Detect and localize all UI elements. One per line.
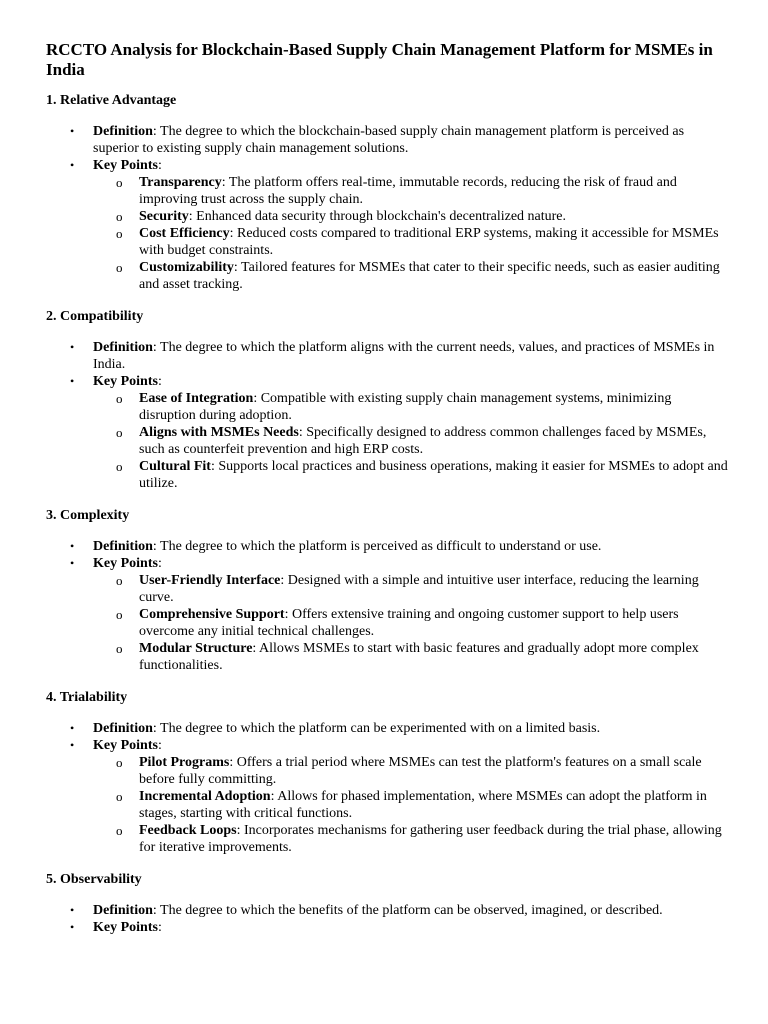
label-colon: :	[157, 158, 162, 173]
sub-bullet-marker: o	[116, 226, 123, 241]
key-point-term: Aligns with MSMEs Needs	[139, 425, 299, 440]
key-points-item	[70, 919, 728, 936]
bullet-list	[46, 720, 728, 856]
definition-item	[70, 123, 728, 157]
sub-bullet-marker: o	[116, 209, 123, 224]
definition-item	[70, 720, 728, 737]
key-point-item	[116, 788, 728, 822]
label-colon: :	[152, 124, 157, 139]
key-point-text: Compatible with existing supply chain management systems, minimizing disruption during adoption.	[139, 391, 672, 423]
sections-container	[46, 92, 728, 936]
key-point-item	[116, 225, 728, 259]
section-heading: 4. Trialability	[46, 690, 128, 705]
key-point-item	[116, 390, 728, 424]
key-points-item	[70, 157, 728, 293]
label-colon: :	[210, 459, 215, 474]
key-point-term: Incremental Adoption	[139, 789, 271, 804]
section-heading: 3. Complexity	[46, 508, 130, 523]
section	[46, 92, 728, 293]
key-points-label: Key Points	[93, 374, 158, 389]
key-point-term: Customizability	[139, 260, 234, 275]
key-point-item	[116, 606, 728, 640]
section	[46, 871, 728, 936]
key-point-item	[116, 754, 728, 788]
label-colon: :	[229, 755, 234, 770]
key-point-item	[116, 174, 728, 208]
bullet-marker: •	[70, 539, 75, 553]
definition-text: The degree to which the platform can be experimented with on a limited basis.	[160, 721, 601, 736]
section	[46, 308, 728, 492]
bullet-marker: •	[70, 903, 75, 917]
definition-label: Definition	[93, 124, 153, 139]
label-colon: :	[152, 903, 157, 918]
label-colon: :	[152, 539, 157, 554]
bullet-marker: •	[70, 738, 75, 752]
key-point-item	[116, 458, 728, 492]
section	[46, 507, 728, 674]
sub-bullet-marker: o	[116, 823, 123, 838]
bullet-list	[46, 902, 728, 936]
key-point-text: Allows MSMEs to start with basic features and gradually adopt more complex functionalities.	[139, 641, 699, 673]
sub-bullet-marker: o	[116, 391, 123, 406]
key-point-text: Allows for phased implementation, where MSMEs can adopt the platform in stages, starting with critical functions.	[139, 789, 707, 821]
sub-bullet-marker: o	[116, 789, 123, 804]
key-point-text: Tailored features for MSMEs that cater to their specific needs, such as easier auditing and asset tracking.	[139, 260, 720, 292]
definition-text: The degree to which the blockchain-based supply chain management platform is perceived as superior to existing supply chain management solutions.	[93, 124, 685, 156]
sub-bullet-marker: o	[116, 607, 123, 622]
key-points-item	[70, 737, 728, 856]
section-heading: 1. Relative Advantage	[46, 93, 177, 108]
bullet-list	[46, 339, 728, 492]
key-points-list	[93, 174, 728, 293]
key-point-text: Supports local practices and business operations, making it easier for MSMEs to adopt and utilize.	[139, 459, 728, 491]
label-colon: :	[221, 175, 226, 190]
key-point-item	[116, 259, 728, 293]
key-point-text: Offers extensive training and ongoing customer support to help users overcome any initial technical challenges.	[139, 607, 679, 639]
label-colon: :	[157, 374, 162, 389]
key-point-term: Feedback Loops	[139, 823, 237, 838]
definition-item	[70, 339, 728, 373]
key-point-item	[116, 822, 728, 856]
key-point-term: Cultural Fit	[139, 459, 211, 474]
sub-bullet-marker: o	[116, 573, 123, 588]
section-heading: 5. Observability	[46, 872, 142, 887]
key-points-label: Key Points	[93, 556, 158, 571]
key-point-term: Pilot Programs	[139, 755, 230, 770]
key-point-item	[116, 640, 728, 674]
key-points-item	[70, 373, 728, 492]
label-colon: :	[229, 226, 234, 241]
label-colon: :	[270, 789, 275, 804]
bullet-marker: •	[70, 374, 75, 388]
definition-label: Definition	[93, 539, 153, 554]
bullet-list	[46, 538, 728, 674]
section-heading: 2. Compatibility	[46, 309, 144, 324]
definition-item	[70, 538, 728, 555]
sub-bullet-marker: o	[116, 459, 123, 474]
definition-label: Definition	[93, 903, 153, 918]
label-colon: :	[157, 556, 162, 571]
sub-bullet-marker: o	[116, 755, 123, 770]
key-point-text: Enhanced data security through blockchain's decentralized nature.	[196, 209, 567, 224]
definition-text: The degree to which the benefits of the platform can be observed, imagined, or described.	[160, 903, 663, 918]
key-points-item	[70, 555, 728, 674]
definition-text: The degree to which the platform aligns with the current needs, values, and practices of MSMEs in India.	[93, 340, 715, 372]
key-point-text: Offers a trial period where MSMEs can test the platform's features on a small scale before fully committing.	[139, 755, 702, 787]
key-point-text: Incorporates mechanisms for gathering user feedback during the trial phase, allowing for iterative improvements.	[139, 823, 722, 855]
definition-item	[70, 902, 728, 919]
key-point-item	[116, 208, 728, 225]
key-point-text: Designed with a simple and intuitive user interface, reducing the learning curve.	[139, 573, 699, 605]
key-point-term: Modular Structure	[139, 641, 253, 656]
section	[46, 689, 728, 856]
key-points-list	[93, 572, 728, 674]
key-points-list	[93, 754, 728, 856]
label-colon: :	[152, 340, 157, 355]
bullet-marker: •	[70, 340, 75, 354]
bullet-marker: •	[70, 721, 75, 735]
key-point-text: Specifically designed to address common challenges faced by MSMEs, such as counterfeit prevention and high ERP costs.	[139, 425, 707, 457]
sub-bullet-marker: o	[116, 175, 123, 190]
key-point-term: Ease of Integration	[139, 391, 254, 406]
label-colon: :	[284, 607, 289, 622]
key-point-term: Security	[139, 209, 189, 224]
key-points-label: Key Points	[93, 158, 158, 173]
key-points-label: Key Points	[93, 738, 158, 753]
bullet-marker: •	[70, 920, 75, 934]
label-colon: :	[157, 920, 162, 935]
key-point-term: Transparency	[139, 175, 222, 190]
label-colon: :	[157, 738, 162, 753]
definition-label: Definition	[93, 340, 153, 355]
label-colon: :	[298, 425, 303, 440]
definition-text: The degree to which the platform is perceived as difficult to understand or use.	[160, 539, 602, 554]
label-colon: :	[188, 209, 193, 224]
key-point-text: Reduced costs compared to traditional ERP systems, making it accessible for MSMEs with budget constraints.	[139, 226, 719, 258]
sub-bullet-marker: o	[116, 425, 123, 440]
document-title: RCCTO Analysis for Blockchain-Based Supply Chain Management Platform for MSMEs in India	[46, 40, 713, 79]
label-colon: :	[152, 721, 157, 736]
label-colon: :	[236, 823, 241, 838]
bullet-marker: •	[70, 556, 75, 570]
key-point-text: The platform offers real-time, immutable records, reducing the risk of fraud and improving trust across the supply chain.	[139, 175, 677, 207]
label-colon: :	[233, 260, 238, 275]
key-point-item	[116, 572, 728, 606]
sub-bullet-marker: o	[116, 260, 123, 275]
label-colon: :	[252, 641, 257, 656]
bullet-list	[46, 123, 728, 293]
key-point-term: Comprehensive Support	[139, 607, 285, 622]
bullet-marker: •	[70, 158, 75, 172]
key-points-list	[93, 390, 728, 492]
definition-label: Definition	[93, 721, 153, 736]
label-colon: :	[253, 391, 258, 406]
key-point-term: Cost Efficiency	[139, 226, 230, 241]
label-colon: :	[280, 573, 285, 588]
bullet-marker: •	[70, 124, 75, 138]
sub-bullet-marker: o	[116, 641, 123, 656]
key-point-term: User-Friendly Interface	[139, 573, 281, 588]
key-points-label: Key Points	[93, 920, 158, 935]
key-point-item	[116, 424, 728, 458]
